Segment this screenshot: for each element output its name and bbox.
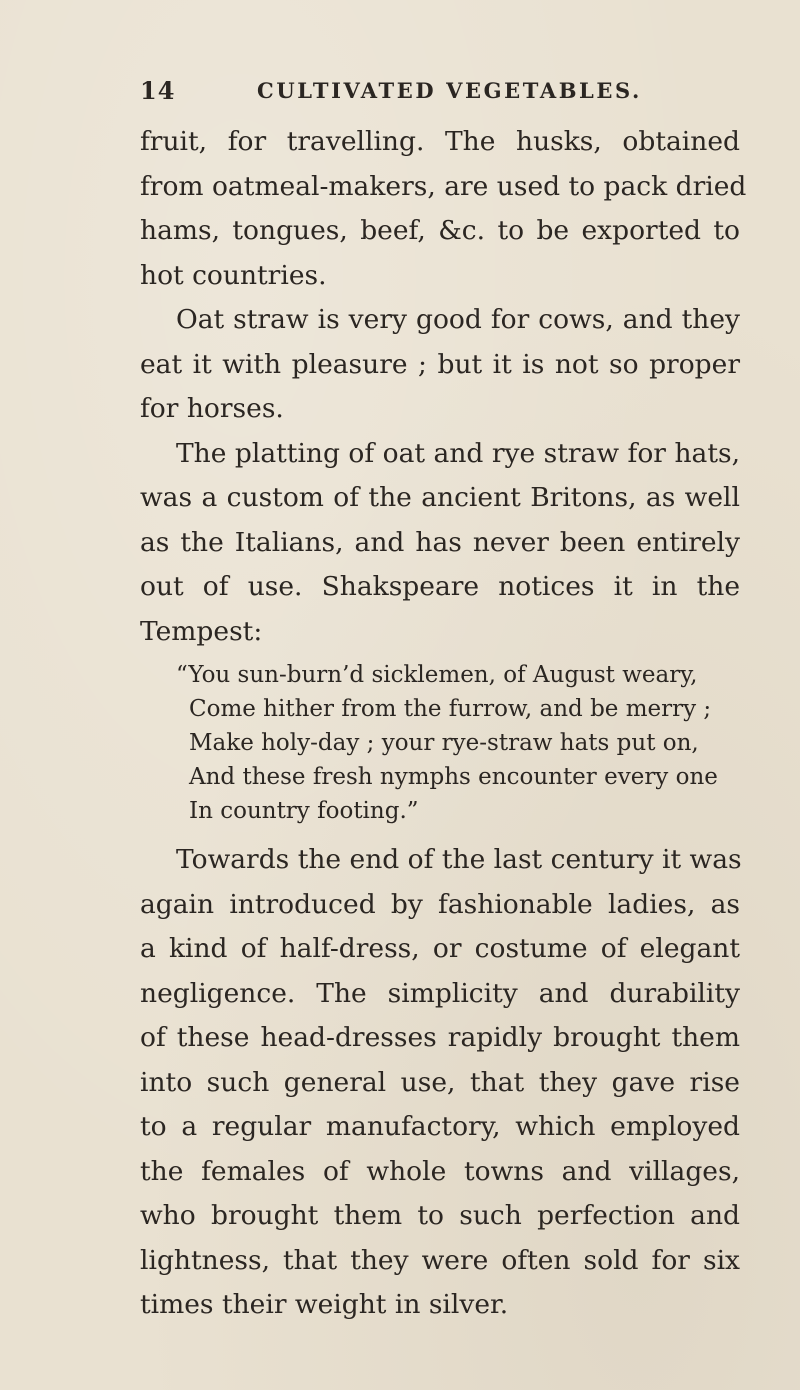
paragraph-2 (140, 298, 740, 432)
text-line: Tempest: (140, 615, 263, 647)
verse-line: In country footing.” (189, 798, 419, 824)
text-line: lightness, that they were often sold for six (140, 1244, 740, 1276)
text-line: negligence. The simplicity and durability (140, 977, 740, 1009)
spacer (140, 828, 740, 838)
text-line: for horses. (140, 393, 284, 424)
text-line: hams, tongues, beef, &c. to be exported to (140, 215, 740, 246)
text-line: Oat straw is very good for cows, and they (176, 304, 740, 335)
verse-quotation (140, 658, 740, 828)
text-line: the females of whole towns and villages, (140, 1155, 740, 1187)
running-head: CULTIVATED VEGETABLES. (257, 78, 642, 103)
verse-line: “You sun-burn’d sicklemen, of August weary, (176, 662, 698, 688)
verse-line: And these fresh nymphs encounter every one (189, 764, 718, 790)
text-line: hot countries. (140, 259, 327, 291)
text-line: into such general use, that they gave rise (140, 1066, 740, 1098)
verse-line: Come hither from the furrow, and be merry ; (189, 696, 712, 722)
margin-speck (774, 748, 778, 769)
text-line: of these head-dresses rapidly brought them (140, 1022, 740, 1053)
text-line: out of use. Shakspeare notices it in the (140, 571, 740, 602)
page-text (140, 120, 747, 1328)
text-line: fruit, for travelling. The husks, obtained (140, 126, 740, 157)
text-line: eat it with pleasure ; but it is not so proper (140, 348, 740, 380)
text-line: as the Italians, and has never been entirely (140, 526, 740, 558)
page-header (140, 76, 740, 110)
paragraph-3 (140, 432, 740, 655)
page-number: 14 (140, 76, 176, 105)
verse-line: Make holy-day ; your rye-straw hats put on, (189, 730, 699, 756)
text-line: again introduced by fashionable ladies, as (140, 888, 740, 920)
text-line: a kind of half-dress, or costume of elegant (140, 933, 740, 964)
text-line: was a custom of the ancient Britons, as well (140, 482, 740, 513)
text-line: who brought them to such perfection and (140, 1200, 740, 1231)
paragraph-4 (140, 838, 740, 1328)
text-line: The platting of oat and rye straw for hats, (176, 437, 740, 469)
text-line: to a regular manufactory, which employed (140, 1111, 740, 1142)
text-line: from oatmeal-makers, are used to pack dried (140, 170, 747, 202)
text-line: Towards the end of the last century it was (176, 844, 742, 875)
text-line: times their weight in silver. (140, 1289, 509, 1320)
paragraph-1 (140, 120, 747, 298)
